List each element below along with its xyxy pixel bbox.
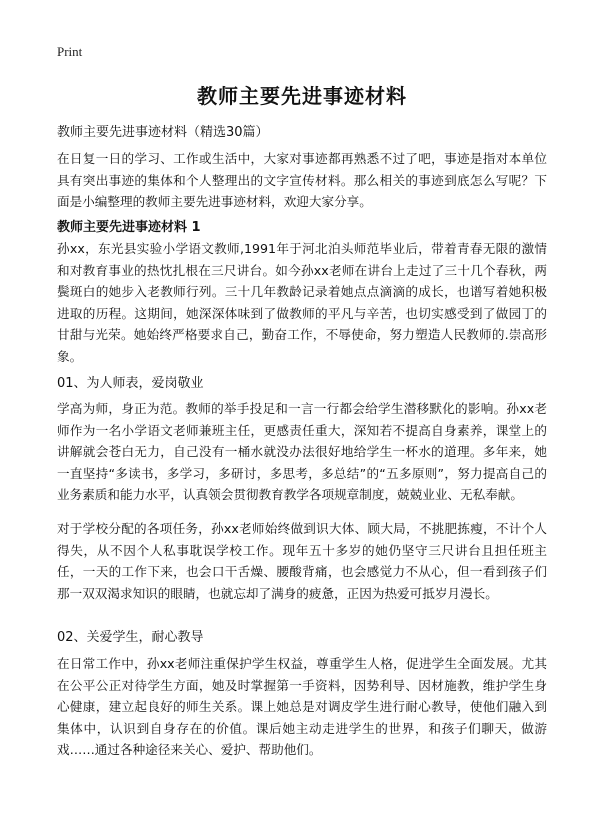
- document-subtitle: 教师主要先进事迹材料（精选30篇）: [57, 125, 269, 140]
- section-heading: 教师主要先进事迹材料 1: [57, 220, 201, 235]
- page-title: 教师主要先进事迹材料: [197, 84, 407, 108]
- body-paragraph: 学高为师，身正为范。教师的举手投足和一言一行都会给学生潜移默化的影响。孙xx老师作为一名小学语文老师兼班主任，更感责任重大，深知若不提高自身素养，课堂上的讲解就会苍白无力，自己没有一桶水就没办法很好地给学生一杯水的道理。多年来，她一直坚持“多读书，多学习，多研讨，多思考，多总结”的“五多原则”，努力提高自己的业务素质和能力水平，认真领会贯彻教育教学各项规章制度，兢兢业业、无私奉献。: [57, 401, 547, 502]
- intro-paragraph: 在日复一日的学习、工作或生活中，大家对事迹都再熟悉不过了吧，事迹是指对本单位具有突出事迹的集体和个人整理出的文字宣传材料。那么相关的事迹到底怎么写呢？下面是小编整理的教师主要先进事迹材料，欢迎大家分享。: [57, 151, 547, 209]
- sub-heading: 01、为人师表，爱岗敬业: [57, 376, 204, 391]
- body-paragraph: 对于学校分配的各项任务，孙xx老师始终做到识大体、顾大局，不挑肥拣瘦，不计个人得失，从不因个人私事耽误学校工作。现年五十多岁的她仍坚守三尺讲台且担任班主任，一天的工作下来，也会口干舌燥、腰酸背痛，也会感觉力不从心，但一看到孩子们那一双双渴求知识的眼睛，也就忘却了满身的疲惫，正因为热爱可抵岁月漫长。: [57, 521, 547, 601]
- body-paragraph: 在日常工作中，孙xx老师注重保护学生权益，尊重学生人格，促进学生全面发展。尤其在公平公正对待学生方面，她及时掌握第一手资料，因势利导、因材施教，维护学生身心健康，建立起良好的师生关系。课上她总是对调皮学生进行耐心教导，使他们融入到集体中，认识到自身存在的价值。课后她主动走进学生的世界，和孩子们聊天，做游戏……通过各种途径来关心、爱护、帮助他们。: [57, 656, 547, 757]
- sub-heading: 02、关爱学生，耐心教导: [57, 630, 204, 645]
- body-paragraph: 孙xx，东光县实验小学语文教师,1991年于河北泊头师范毕业后，带着青春无限的激情和对教育事业的热忱扎根在三尺讲台。如今孙xx老师在讲台上走过了三十几个春秋，两鬓斑白的她步入老教师行列。三十几年教龄记录着她点点滴滴的成长，也谱写着她积极进取的历程。这期间，她深深体味到了做教师的平凡与辛苦，也切实感受到了做园丁的甘甜与光荣。她始终严格要求自己，勤奋工作，不辱使命，努力塑造人民教师的.崇高形象。: [57, 241, 547, 364]
- print-link[interactable]: Print: [57, 44, 83, 59]
